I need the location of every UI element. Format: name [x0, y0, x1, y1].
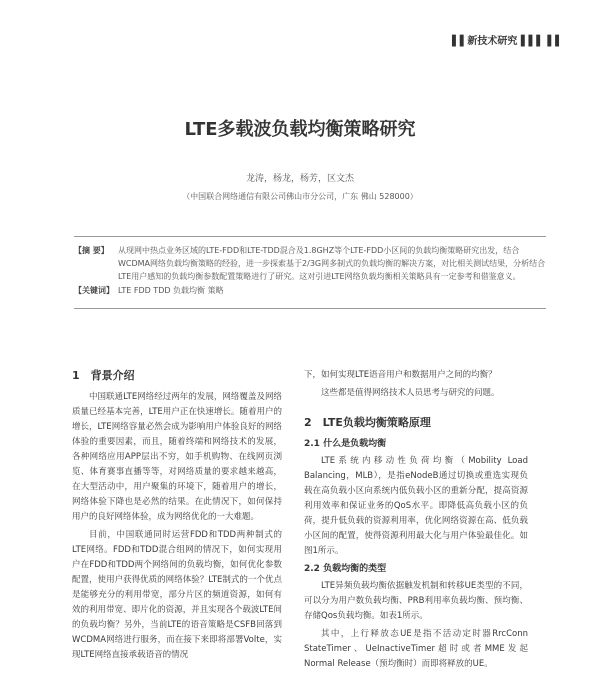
right-column [304, 368, 528, 675]
keywords-text: LTE FDD TDD 负载均衡 策略 [118, 286, 224, 295]
abstract-row [74, 244, 546, 283]
keywords-label: 【关键词】 [74, 286, 114, 295]
paragraph: LTE异频负载均衡依据触发机制和转移UE类型的不同，可以分为用户数负载均衡、PRB利用率负载均衡、预均衡、存储Qos负载均衡。如表1所示。 [304, 581, 528, 621]
paragraph: LTE系统内移动性负荷均衡（Mobility Load Balancing，MLB），是指eNodeB通过切换或重选实现负载在高负载小区向系统内低负载小区的重新分配，提高资源利用效率和保证业务的QoS水平。即降低高负载小区的负荷，提升低负载的资源利用率，优化网络资源在高、低负载小区间的配置，使得资源利用最大化与用户体验最佳化。如图1所示。 [304, 456, 528, 556]
section-heading-2: 2 LTE负载均衡策略原理 [304, 416, 431, 429]
paragraph: 目前，中国联通同时运营FDD和TDD两种制式的LTE网络。FDD和TDD混合组网的情况下，如何实现用户在FDD和TDD两个网络间的负载均衡，如何优化参数配置，使用户获得优质的网络体验？LTE制式的一个优点是能够充分的利用带宽，部分片区的频道资源，如何有效的利用带宽、即片化的资源，并且实现各个载波LTE间的负载均衡？另外，当前LTE的语音策略是CSFB回落到WCDMA网络进行服务，而在接下来即将部署Volte，实现LTE网络直接承载语音的情况 [72, 530, 282, 660]
journal-section-header: ▌▌新技术研究 ▌▌▌ ▌▌ [452, 36, 563, 47]
subsection-heading-2-2: 2.2 负载均衡的类型 [304, 564, 387, 574]
paragraph: 下，如何实现LTE语音用户和数据用户之间的均衡？ [304, 370, 497, 380]
article-title: LTE多载波负载均衡策略研究 [184, 119, 416, 140]
subsection-heading-2-1: 2.1 什么是负载均衡 [304, 439, 387, 449]
paragraph: 中国联通LTE网络经过两年的发展，网络覆盖及网络质量已经基本完善，LTE用户正在快速增长。随着用户的增长，LTE网络容量必然会成为影响用户体验良好的网络体验的重要因素，而且，随着终端和网络技术的发展，各种网络应用APP层出不穷，如手机购物、在线网页浏览、体育赛事直播等等，对网络质量的要求越来越高，在大型活动中，用户聚集的环境下，随着用户的增长，网络体验下降也是必然的结果。在此情况下，如何保持用户的良好网络体验，成为网络优化的一大难题。 [72, 392, 282, 522]
left-column [72, 368, 282, 666]
abstract-label: 【摘 要】 [74, 246, 109, 255]
abstract-block [74, 244, 546, 297]
keywords-row [74, 284, 546, 297]
article-authors: 龙涛，杨龙，杨芳，区文杰 [245, 174, 354, 184]
abstract-top-rule [74, 236, 546, 237]
abstract-text: 从现网中热点业务区域的LTE-FDD和LTE-TDD混合及1.8GHZ等个LTE-FDD小区间的负载均衡策略研究出发，结合WCDMA网络负载均衡策略的经验，进一步探索基于2/3G网多制式的负载均衡的解决方案，对比相关测试结果，分析结合LTE用户感知的负载均衡参数配置策略进行了研究。这对引进LTE网络负载均衡相关策略具有一定参考和借鉴意义。 [118, 246, 546, 281]
section-heading-1: 1 背景介绍 [72, 369, 135, 382]
paragraph: 其中，上行释放态UE是指不活动定时器RrcConn StateTimer、UeInactiveTimer超时或者MME发起Normal Release（预均衡时）而即将释放的UE。 [304, 629, 528, 669]
article-affiliation: （中国联合网络通信有限公司佛山市分公司，广东 佛山 528000） [182, 192, 418, 201]
paragraph: 这些都是值得网络技术人员思考与研究的问题。 [321, 388, 500, 398]
abstract-bottom-rule [74, 308, 546, 309]
